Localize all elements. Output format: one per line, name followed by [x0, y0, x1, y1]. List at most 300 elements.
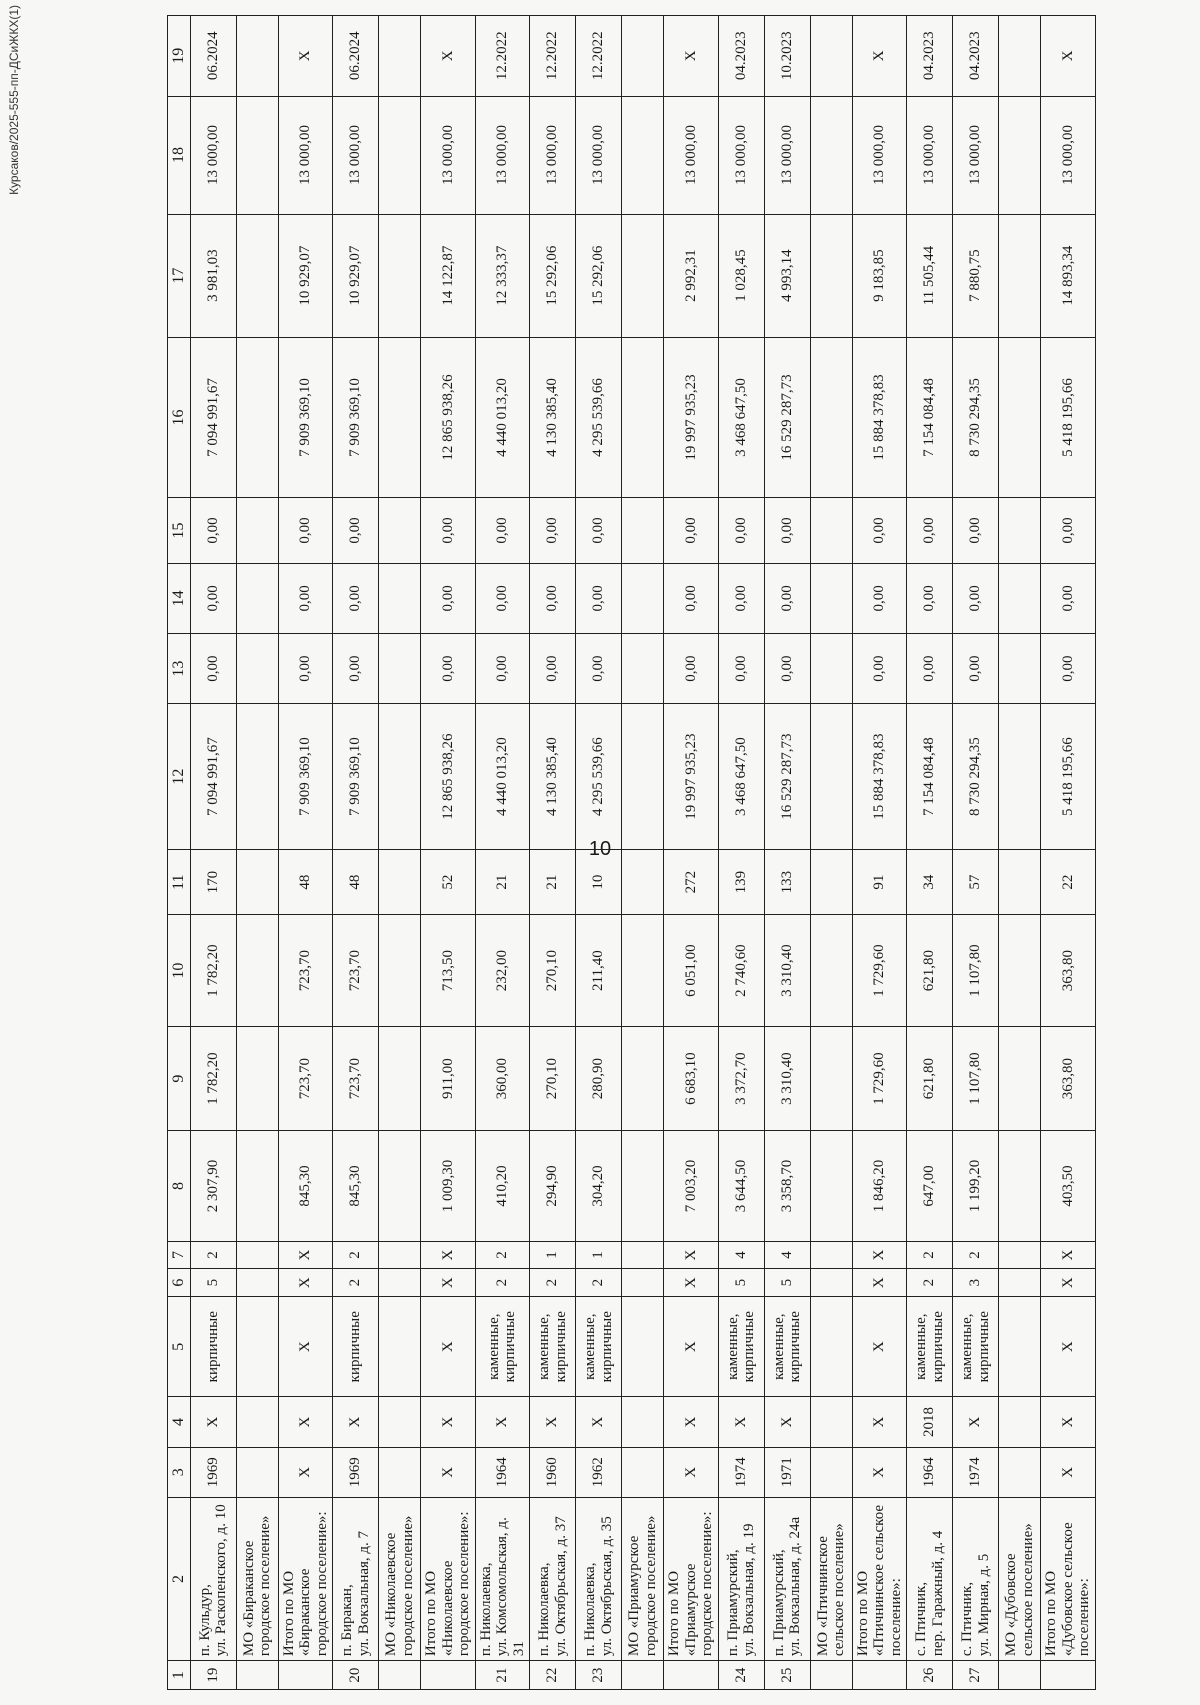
cell-col-18: 13 000,00 [333, 96, 379, 214]
cell-col-14: 0,00 [1041, 563, 1096, 633]
column-number-13: 13 [168, 633, 191, 703]
cell-col-12: 5 418 195,66 [1041, 704, 1096, 850]
cell-col-15: 0,00 [333, 498, 379, 563]
section-blank-cell [236, 563, 278, 633]
subtotal-row [664, 16, 719, 1690]
cell-col-3: 1964 [907, 1447, 953, 1497]
cell-col-15: 0,00 [664, 498, 719, 563]
cell-col-2: п. Кульдур, ул. Раскопенского, д. 10 [190, 1497, 236, 1660]
cell-col-4: Х [576, 1397, 622, 1447]
section-row [622, 16, 664, 1690]
cell-col-7: 4 [718, 1241, 764, 1269]
cell-col-9: 1 107,80 [953, 1027, 999, 1131]
cell-col-3: 1969 [190, 1447, 236, 1497]
table-row [333, 16, 379, 1690]
cell-col-2: п. Приамурский, ул. Вокзальная, д. 24а [764, 1497, 810, 1660]
section-blank-cell [810, 1296, 852, 1396]
section-title: МО «Приамурское городское поселение» [622, 1497, 664, 1660]
cell-col-14: 0,00 [333, 563, 379, 633]
cell-col-6: 3 [953, 1269, 999, 1297]
section-title: МО «Птичнинское сельское поселение» [810, 1497, 852, 1660]
cell-col-19: Х [1041, 16, 1096, 97]
cell-col-14: 0,00 [190, 563, 236, 633]
section-blank-cell [379, 1131, 421, 1242]
cell-col-16: 5 418 195,66 [1041, 337, 1096, 498]
cell-col-13: 0,00 [190, 633, 236, 703]
cell-col-16: 12 865 938,26 [421, 337, 476, 498]
section-blank-cell [999, 1241, 1041, 1269]
cell-col-6: 5 [764, 1269, 810, 1297]
cell-col-5: каменные, кирпичные [576, 1296, 622, 1396]
section-blank-cell [999, 1296, 1041, 1396]
cell-col-8: 410,20 [475, 1131, 530, 1242]
cell-col-10: 211,40 [576, 915, 622, 1027]
cell-col-15: 0,00 [718, 498, 764, 563]
cell-col-18: 13 000,00 [475, 96, 530, 214]
section-blank-cell [236, 633, 278, 703]
cell-col-15: 0,00 [1041, 498, 1096, 563]
cell-col-17: 12 333,37 [475, 214, 530, 337]
cell-col-7: 1 [530, 1241, 576, 1269]
cell-col-2: Итого по МО «Приамурское городское поселение»: [664, 1497, 719, 1660]
column-number-2: 2 [168, 1497, 191, 1660]
cell-col-11: 21 [475, 849, 530, 914]
section-blank-cell [622, 16, 664, 97]
cell-col-12: 7 909 369,10 [333, 704, 379, 850]
section-blank-cell [622, 1241, 664, 1269]
column-number-4: 4 [168, 1397, 191, 1447]
cell-col-15: 0,00 [907, 498, 953, 563]
cell-col-19: 04.2023 [718, 16, 764, 97]
cell-col-19: 12.2022 [576, 16, 622, 97]
cell-col-5: Х [1041, 1296, 1096, 1396]
cell-col-18: 13 000,00 [953, 96, 999, 214]
cell-col-11: 272 [664, 849, 719, 914]
cell-col-17: 15 292,06 [530, 214, 576, 337]
cell-col-1 [278, 1661, 333, 1690]
section-blank-cell [379, 214, 421, 337]
cell-col-5: Х [664, 1296, 719, 1396]
cell-col-18: 13 000,00 [190, 96, 236, 214]
cell-col-1 [852, 1661, 907, 1690]
cell-col-6: 2 [333, 1269, 379, 1297]
cell-col-4: Х [475, 1397, 530, 1447]
cell-col-4: Х [1041, 1397, 1096, 1447]
section-blank-cell [379, 1027, 421, 1131]
cell-col-5: Х [852, 1296, 907, 1396]
cell-col-18: 13 000,00 [764, 96, 810, 214]
cell-col-7: Х [278, 1241, 333, 1269]
subtotal-row [421, 16, 476, 1690]
cell-col-5: каменные, кирпичные [953, 1296, 999, 1396]
cell-col-10: 723,70 [278, 915, 333, 1027]
cell-col-7: Х [664, 1241, 719, 1269]
cell-col-2: с. Птичник, ул. Мирная, д. 5 [953, 1497, 999, 1660]
cell-col-17: 10 929,07 [333, 214, 379, 337]
cell-col-18: 13 000,00 [421, 96, 476, 214]
section-blank-cell [999, 704, 1041, 850]
section-blank-cell [810, 498, 852, 563]
section-blank-cell [999, 337, 1041, 498]
table-row [530, 16, 576, 1690]
cell-col-9: 280,90 [576, 1027, 622, 1131]
column-number-17: 17 [168, 214, 191, 337]
column-number-9: 9 [168, 1027, 191, 1131]
section-row [999, 16, 1041, 1690]
section-blank-cell [999, 1131, 1041, 1242]
section-row [236, 16, 278, 1690]
cell-col-16: 4 440 013,20 [475, 337, 530, 498]
cell-col-3: 1974 [718, 1447, 764, 1497]
section-row [810, 16, 852, 1690]
section-blank-cell [999, 96, 1041, 214]
cell-col-8: 3 644,50 [718, 1131, 764, 1242]
cell-col-15: 0,00 [576, 498, 622, 563]
section-blank-cell [379, 16, 421, 97]
cell-col-10: 232,00 [475, 915, 530, 1027]
column-number-7: 7 [168, 1241, 191, 1269]
column-number-11: 11 [168, 849, 191, 914]
section-blank-cell [236, 1661, 278, 1690]
cell-col-1: 27 [953, 1661, 999, 1690]
section-blank-cell [810, 96, 852, 214]
section-blank-cell [999, 214, 1041, 337]
cell-col-1: 21 [475, 1661, 530, 1690]
section-blank-cell [810, 337, 852, 498]
section-blank-cell [810, 214, 852, 337]
column-number-3: 3 [168, 1447, 191, 1497]
cell-col-19: 04.2023 [907, 16, 953, 97]
section-blank-cell [379, 1241, 421, 1269]
section-blank-cell [999, 849, 1041, 914]
cell-col-12: 4 295 539,66 [576, 704, 622, 850]
cell-col-19: Х [664, 16, 719, 97]
cell-col-11: 22 [1041, 849, 1096, 914]
cell-col-1: 20 [333, 1661, 379, 1690]
cell-col-13: 0,00 [576, 633, 622, 703]
section-blank-cell [622, 1131, 664, 1242]
cell-col-12: 16 529 287,73 [764, 704, 810, 850]
cell-col-17: 9 183,85 [852, 214, 907, 337]
cell-col-15: 0,00 [764, 498, 810, 563]
cell-col-8: 403,50 [1041, 1131, 1096, 1242]
section-blank-cell [379, 1397, 421, 1447]
cell-col-15: 0,00 [421, 498, 476, 563]
section-blank-cell [999, 1397, 1041, 1447]
cell-col-7: 2 [475, 1241, 530, 1269]
cell-col-9: 3 372,70 [718, 1027, 764, 1131]
cell-col-14: 0,00 [421, 563, 476, 633]
cell-col-6: 2 [530, 1269, 576, 1297]
section-blank-cell [622, 214, 664, 337]
cell-col-10: 6 051,00 [664, 915, 719, 1027]
cell-col-5: Х [278, 1296, 333, 1396]
cell-col-15: 0,00 [953, 498, 999, 563]
cell-col-11: 139 [718, 849, 764, 914]
cell-col-5: каменные, кирпичные [530, 1296, 576, 1396]
cell-col-14: 0,00 [718, 563, 764, 633]
cell-col-18: 13 000,00 [1041, 96, 1096, 214]
cell-col-13: 0,00 [852, 633, 907, 703]
cell-col-1: 24 [718, 1661, 764, 1690]
cell-col-17: 1 028,45 [718, 214, 764, 337]
column-number-8: 8 [168, 1131, 191, 1242]
cell-col-5: каменные, кирпичные [907, 1296, 953, 1396]
cell-col-9: 911,00 [421, 1027, 476, 1131]
cell-col-13: 0,00 [333, 633, 379, 703]
subtotal-row [278, 16, 333, 1690]
cell-col-14: 0,00 [852, 563, 907, 633]
cell-col-17: 4 993,14 [764, 214, 810, 337]
cell-col-13: 0,00 [953, 633, 999, 703]
cell-col-4: Х [421, 1397, 476, 1447]
column-number-6: 6 [168, 1269, 191, 1297]
cell-col-4: Х [953, 1397, 999, 1447]
cell-col-12: 12 865 938,26 [421, 704, 476, 850]
cell-col-12: 7 154 084,48 [907, 704, 953, 850]
cell-col-12: 4 130 385,40 [530, 704, 576, 850]
cell-col-15: 0,00 [475, 498, 530, 563]
cell-col-11: 48 [333, 849, 379, 914]
subtotal-row [1041, 16, 1096, 1690]
cell-col-11: 57 [953, 849, 999, 914]
section-blank-cell [999, 563, 1041, 633]
section-blank-cell [379, 563, 421, 633]
section-blank-cell [236, 337, 278, 498]
column-number-14: 14 [168, 563, 191, 633]
cell-col-17: 3 981,03 [190, 214, 236, 337]
cell-col-7: Х [852, 1241, 907, 1269]
cell-col-14: 0,00 [475, 563, 530, 633]
cell-col-1: 19 [190, 1661, 236, 1690]
cell-col-3: Х [421, 1447, 476, 1497]
cell-col-17: 2 992,31 [664, 214, 719, 337]
section-title: МО «Дубовское сельское поселение» [999, 1497, 1041, 1660]
section-blank-cell [999, 1661, 1041, 1690]
section-blank-cell [379, 633, 421, 703]
cell-col-18: 13 000,00 [530, 96, 576, 214]
cell-col-5: каменные, кирпичные [475, 1296, 530, 1396]
section-blank-cell [622, 498, 664, 563]
section-blank-cell [236, 1131, 278, 1242]
cell-col-18: 13 000,00 [664, 96, 719, 214]
cell-col-4: Х [852, 1397, 907, 1447]
cell-col-19: 06.2024 [333, 16, 379, 97]
cell-col-5: каменные, кирпичные [718, 1296, 764, 1396]
cell-col-6: 2 [907, 1269, 953, 1297]
cell-col-11: 21 [530, 849, 576, 914]
section-blank-cell [999, 1447, 1041, 1497]
section-blank-cell [379, 1661, 421, 1690]
cell-col-7: 2 [907, 1241, 953, 1269]
cell-col-13: 0,00 [764, 633, 810, 703]
cell-col-16: 7 909 369,10 [333, 337, 379, 498]
cell-col-7: Х [1041, 1241, 1096, 1269]
cell-col-15: 0,00 [530, 498, 576, 563]
section-blank-cell [236, 1397, 278, 1447]
column-number-1: 1 [168, 1661, 191, 1690]
cell-col-6: Х [852, 1269, 907, 1297]
cell-col-16: 7 154 084,48 [907, 337, 953, 498]
cell-col-19: 04.2023 [953, 16, 999, 97]
section-blank-cell [810, 1027, 852, 1131]
cell-col-18: 13 000,00 [718, 96, 764, 214]
cell-col-5: Х [421, 1296, 476, 1396]
cell-col-13: 0,00 [530, 633, 576, 703]
cell-col-9: 1 729,60 [852, 1027, 907, 1131]
column-number-19: 19 [168, 16, 191, 97]
cell-col-2: п. Биракан, ул. Вокзальная, д. 7 [333, 1497, 379, 1660]
cell-col-10: 3 310,40 [764, 915, 810, 1027]
section-blank-cell [810, 1131, 852, 1242]
cell-col-8: 3 358,70 [764, 1131, 810, 1242]
cell-col-8: 1 009,30 [421, 1131, 476, 1242]
section-blank-cell [622, 633, 664, 703]
table-row [190, 16, 236, 1690]
cell-col-6: Х [1041, 1269, 1096, 1297]
section-blank-cell [236, 849, 278, 914]
section-blank-cell [810, 704, 852, 850]
section-blank-cell [622, 1447, 664, 1497]
cell-col-10: 723,70 [333, 915, 379, 1027]
cell-col-12: 8 730 294,35 [953, 704, 999, 850]
cell-col-3: 1969 [333, 1447, 379, 1497]
cell-col-17: 11 505,44 [907, 214, 953, 337]
cell-col-4: Х [664, 1397, 719, 1447]
cell-col-19: 12.2022 [530, 16, 576, 97]
cell-col-3: Х [278, 1447, 333, 1497]
page-number: 10 [588, 838, 612, 860]
cell-col-10: 1 107,80 [953, 915, 999, 1027]
section-blank-cell [622, 563, 664, 633]
cell-col-6: 5 [190, 1269, 236, 1297]
section-blank-cell [236, 1447, 278, 1497]
cell-col-4: 2018 [907, 1397, 953, 1447]
table-row [576, 16, 622, 1690]
cell-col-11: 52 [421, 849, 476, 914]
cell-col-4: Х [190, 1397, 236, 1447]
cell-col-1 [664, 1661, 719, 1690]
cell-col-10: 363,80 [1041, 915, 1096, 1027]
section-blank-cell [379, 337, 421, 498]
cell-col-9: 723,70 [333, 1027, 379, 1131]
cell-col-8: 1 199,20 [953, 1131, 999, 1242]
cell-col-4: Х [530, 1397, 576, 1447]
cell-col-3: 1971 [764, 1447, 810, 1497]
cell-col-14: 0,00 [764, 563, 810, 633]
cell-col-19: 06.2024 [190, 16, 236, 97]
cell-col-8: 304,20 [576, 1131, 622, 1242]
section-blank-cell [379, 1296, 421, 1396]
cell-col-10: 1 782,20 [190, 915, 236, 1027]
cell-col-10: 713,50 [421, 915, 476, 1027]
cell-col-12: 7 909 369,10 [278, 704, 333, 850]
cell-col-7: 2 [190, 1241, 236, 1269]
housing-table [167, 15, 1096, 1690]
section-blank-cell [622, 1027, 664, 1131]
cell-col-10: 1 729,60 [852, 915, 907, 1027]
section-blank-cell [379, 498, 421, 563]
section-blank-cell [999, 1027, 1041, 1131]
cell-col-9: 723,70 [278, 1027, 333, 1131]
section-blank-cell [236, 704, 278, 850]
cell-col-15: 0,00 [852, 498, 907, 563]
section-blank-cell [379, 1447, 421, 1497]
cell-col-12: 15 884 378,83 [852, 704, 907, 850]
section-blank-cell [810, 1241, 852, 1269]
cell-col-14: 0,00 [278, 563, 333, 633]
cell-col-10: 621,80 [907, 915, 953, 1027]
section-blank-cell [810, 849, 852, 914]
cell-col-6: 2 [475, 1269, 530, 1297]
cell-col-2: Итого по МО «Дубовское сельское поселение»: [1041, 1497, 1096, 1660]
cell-col-12: 4 440 013,20 [475, 704, 530, 850]
cell-col-1 [421, 1661, 476, 1690]
section-blank-cell [622, 849, 664, 914]
column-number-row [168, 16, 191, 1690]
cell-col-13: 0,00 [278, 633, 333, 703]
section-blank-cell [810, 563, 852, 633]
cell-col-8: 647,00 [907, 1131, 953, 1242]
cell-col-3: Х [852, 1447, 907, 1497]
cell-col-8: 2 307,90 [190, 1131, 236, 1242]
cell-col-7: 4 [764, 1241, 810, 1269]
section-blank-cell [810, 1447, 852, 1497]
table-row [764, 16, 810, 1690]
cell-col-10: 2 740,60 [718, 915, 764, 1027]
cell-col-14: 0,00 [576, 563, 622, 633]
cell-col-16: 15 884 378,83 [852, 337, 907, 498]
column-number-12: 12 [168, 704, 191, 850]
cell-col-11: 34 [907, 849, 953, 914]
cell-col-2: Итого по МО «Птичнинское сельское поселение»: [852, 1497, 907, 1660]
cell-col-5: кирпичные [190, 1296, 236, 1396]
section-blank-cell [236, 498, 278, 563]
cell-col-9: 270,10 [530, 1027, 576, 1131]
cell-col-12: 3 468 647,50 [718, 704, 764, 850]
section-title: МО «Бираканское городское поселение» [236, 1497, 278, 1660]
section-blank-cell [236, 1241, 278, 1269]
cell-col-1: 23 [576, 1661, 622, 1690]
cell-col-14: 0,00 [907, 563, 953, 633]
section-blank-cell [379, 849, 421, 914]
section-blank-cell [622, 1296, 664, 1396]
section-blank-cell [622, 704, 664, 850]
cell-col-19: Х [421, 16, 476, 97]
cell-col-13: 0,00 [421, 633, 476, 703]
subtotal-row [852, 16, 907, 1690]
section-blank-cell [622, 337, 664, 498]
cell-col-6: 2 [576, 1269, 622, 1297]
cell-col-19: Х [278, 16, 333, 97]
column-number-16: 16 [168, 337, 191, 498]
cell-col-11: 133 [764, 849, 810, 914]
cell-col-12: 7 094 991,67 [190, 704, 236, 850]
cell-col-2: п. Николаевка, ул. Октябрьская, д. 37 [530, 1497, 576, 1660]
cell-col-9: 3 310,40 [764, 1027, 810, 1131]
cell-col-9: 363,80 [1041, 1027, 1096, 1131]
cell-col-8: 7 003,20 [664, 1131, 719, 1242]
cell-col-13: 0,00 [664, 633, 719, 703]
cell-col-16: 16 529 287,73 [764, 337, 810, 498]
cell-col-13: 0,00 [1041, 633, 1096, 703]
section-blank-cell [810, 633, 852, 703]
section-blank-cell [999, 915, 1041, 1027]
column-number-18: 18 [168, 96, 191, 214]
cell-col-12: 19 997 935,23 [664, 704, 719, 850]
cell-col-15: 0,00 [190, 498, 236, 563]
cell-col-3: Х [1041, 1447, 1096, 1497]
